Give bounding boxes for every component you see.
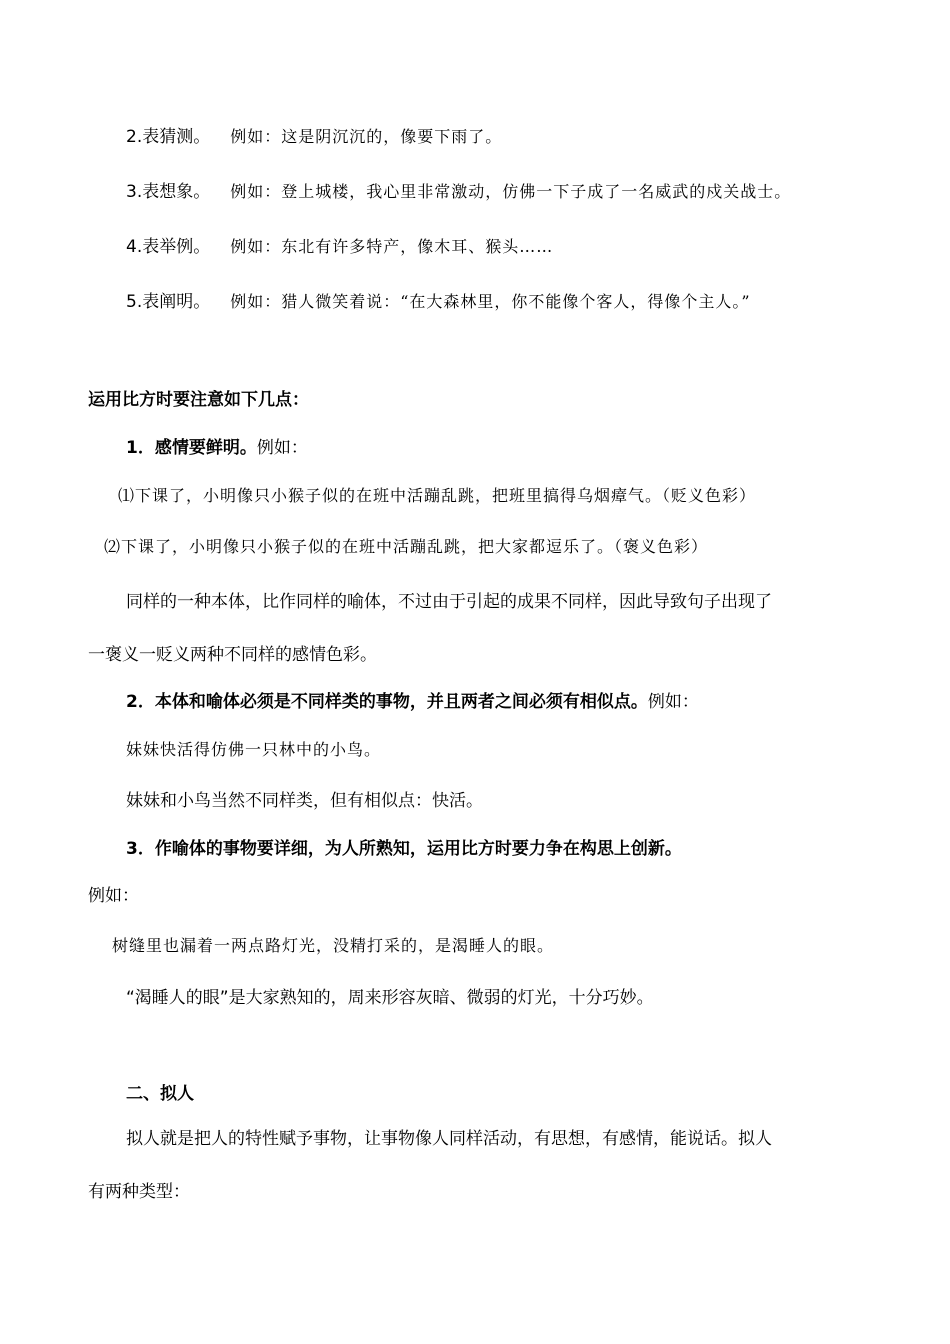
- usage-label: 5.表阐明。: [126, 292, 211, 312]
- point3-tail: 例如：: [88, 886, 139, 906]
- point1-explain-1: 同样的一种本体，比作同样的喻体，不过由于引起的成果不同样，因此导致句子出现了: [126, 592, 772, 612]
- point2-tail: 例如：: [647, 692, 699, 712]
- usage-label: 2.表猜测。: [126, 127, 211, 147]
- usage-line-imagine: [126, 180, 791, 204]
- point1-example-derogatory: ⑴下课了，小明像只小猴子似的在班中活蹦乱跳，把班里搞得乌烟瘴气。（贬义色彩）: [118, 486, 757, 505]
- section2-body-2: 有两种类型：: [88, 1182, 190, 1202]
- usage-label: 3.表想象。: [126, 182, 211, 202]
- usage-label: 4.表举例。: [126, 237, 211, 257]
- point2-title: 2．本体和喻体必须是不同样类的事物，并且两者之间必须有相似点。: [126, 692, 648, 712]
- usage-line-explain: [126, 290, 751, 314]
- point3-explain: “渴睡人的眼”是大家熟知的，周来形容灰暗、微弱的灯光，十分巧妙。: [126, 988, 654, 1008]
- notes-heading: 运用比方时要注意如下几点：: [88, 390, 309, 410]
- usage-example: 例如：东北有许多特产，像木耳、猴头……: [230, 237, 554, 256]
- point1-explain-2: 一褒义一贬义两种不同样的感情色彩。: [88, 645, 377, 665]
- point3-example: 树缝里也漏着一两点路灯光，没精打采的，是渴睡人的眼。: [112, 936, 555, 955]
- usage-example: 例如：这是阴沉沉的，像要下雨了。: [230, 127, 503, 146]
- point1-tail: 例如：: [256, 438, 308, 458]
- point2-example: 妹妹快活得仿佛一只林中的小鸟。: [126, 740, 382, 759]
- point3-title: 3．作喻体的事物要详细，为人所熟知，运用比方时要力争在构思上创新。: [126, 839, 682, 859]
- point1-example-commendatory: ⑵下课了，小明像只小猴子似的在班中活蹦乱跳，把大家都逗乐了。（褒义色彩）: [104, 537, 709, 556]
- usage-example: 例如：猎人微笑着说：“在大森林里，你不能像个客人，得像个主人。”: [230, 292, 751, 311]
- point1-title: 1．感情要鲜明。: [126, 438, 257, 458]
- usage-example: 例如：登上城楼，我心里非常激动，仿佛一下子成了一名威武的戍关战士。: [230, 182, 792, 201]
- usage-line-example: [126, 235, 553, 259]
- point2-line: [126, 690, 699, 714]
- section2-body-1: 拟人就是把人的特性赋予事物，让事物像人同样活动，有思想，有感情，能说话。拟人: [126, 1129, 772, 1149]
- section2-heading: 二、拟人: [126, 1084, 194, 1104]
- point1-line: [126, 436, 308, 460]
- usage-line-guess: [126, 125, 502, 149]
- point2-explain: 妹妹和小鸟当然不同样类，但有相似点：快活。: [126, 791, 483, 811]
